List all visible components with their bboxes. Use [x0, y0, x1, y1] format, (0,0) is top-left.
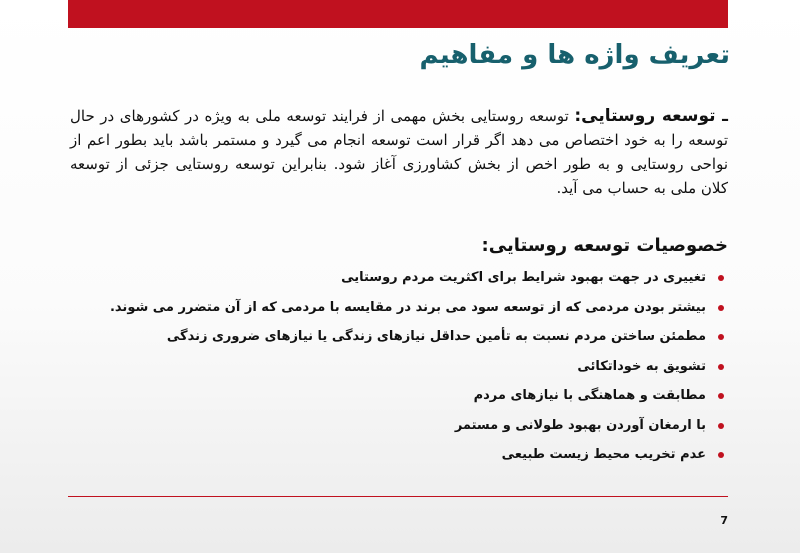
feature-item: [70, 443, 724, 473]
features-list: [70, 266, 724, 473]
feature-item: [70, 296, 724, 326]
bullet-icon: [718, 305, 724, 311]
page-number: 7: [720, 514, 728, 527]
feature-item: [70, 414, 724, 444]
feature-item: [70, 266, 724, 296]
feature-item: [70, 384, 724, 414]
feature-text: تغییری در جهت بهبود شرایط برای اکثریت مردم روستایی: [341, 270, 706, 285]
features-heading: خصوصیات توسعه روستایی:: [481, 235, 728, 256]
bullet-icon: [718, 275, 724, 281]
feature-text: تشویق به خوداتکائی: [577, 358, 706, 374]
feature-text: مطابقت و هماهنگی با نیازهای مردم: [473, 388, 706, 403]
bullet-icon: [718, 364, 724, 370]
feature-item: [70, 325, 724, 355]
intro-paragraph: [70, 104, 728, 200]
top-accent-bar: [68, 0, 728, 28]
feature-text: عدم تخریب محیط زیست طبیعی: [501, 447, 706, 462]
feature-text: با ارمغان آوردن بهبود طولانی و مستمر: [454, 417, 706, 433]
bullet-icon: [718, 393, 724, 399]
intro-term: ـ توسعه روستایی:: [574, 106, 728, 126]
bullet-icon: [718, 423, 724, 429]
feature-text: بیشتر بودن مردمی که از توسعه سود می برند در مقایسه با مردمی که از آن متضرر می شوند.: [109, 299, 706, 315]
slide-title: تعریف واژه ها و مفاهیم: [419, 40, 730, 70]
bottom-divider: [68, 496, 728, 497]
feature-text: مطمئن ساختن مردم نسبت به تأمین حداقل نیازهای زندگی یا نیازهای ضروری زندگی: [166, 329, 706, 344]
feature-item: [70, 355, 724, 385]
bullet-icon: [718, 334, 724, 340]
intro-text: توسعه روستایی بخش مهمی از فرایند توسعه ملی به ویژه در کشورهای در حال توسعه را به خود اختصاص می دهد اگر قرار است توسعه انجام می گیرد و مستمر باشد باید بطور اعم از نواحی روستایی و به طور اخص از بخش کشاورزی آغاز شود. بنابراین توسعه روستایی جزئی از توسعه کلان ملی به حساب می آید.: [70, 107, 728, 197]
bullet-icon: [718, 452, 724, 458]
